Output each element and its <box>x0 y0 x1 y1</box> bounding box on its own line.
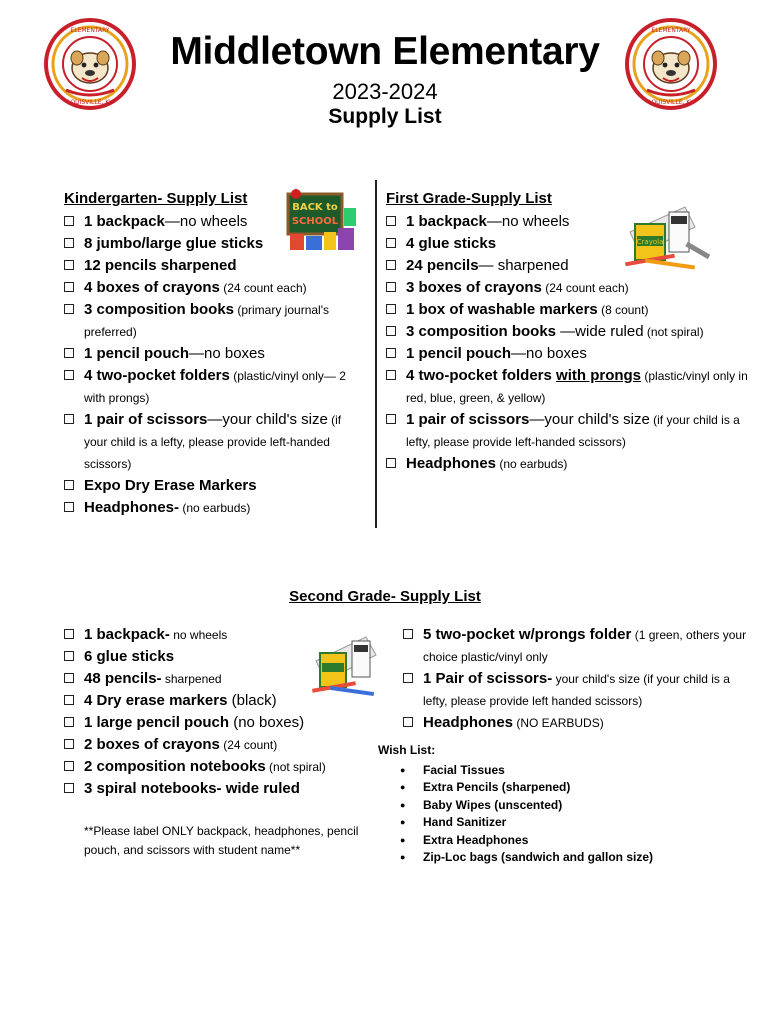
item-name: 2 boxes of crayons <box>84 736 220 753</box>
wish-list-item: ● Hand Sanitizer <box>378 814 738 832</box>
item-note: your child's size (if your child is a lefty, please provide left handed scissors) <box>423 672 730 708</box>
checkbox[interactable] <box>403 629 413 639</box>
item-name: 1 backpack <box>406 213 487 230</box>
item-note: (primary journal's preferred) <box>84 303 329 339</box>
item-note: (not spiral) <box>265 760 326 774</box>
item-name: 8 jumbo/large glue sticks <box>84 235 264 252</box>
checkbox[interactable] <box>386 304 396 314</box>
crayons-clipart-second <box>312 633 390 697</box>
supply-item <box>64 299 364 343</box>
supply-item <box>64 475 364 497</box>
checkbox[interactable] <box>386 238 396 248</box>
item-name: 2 composition notebooks <box>84 758 266 775</box>
supply-item <box>386 453 756 475</box>
checkbox[interactable] <box>64 216 74 226</box>
item-detail: —no wheels <box>164 213 248 230</box>
item-detail: — sharpened <box>478 257 569 274</box>
wish-list-item: ● Facial Tissues <box>378 762 738 780</box>
second-grade-list-right <box>403 624 753 734</box>
item-name: 1 pair of scissors <box>406 411 530 428</box>
item-note: (24 count each) <box>541 281 629 295</box>
svg-text:ELEMENTARY: ELEMENTARY <box>70 27 110 34</box>
first-grade-heading: First Grade-Supply List <box>386 190 552 207</box>
item-name: 3 boxes of crayons <box>406 279 542 296</box>
item-detail: —wide ruled <box>556 323 644 340</box>
checkbox[interactable] <box>64 238 74 248</box>
supply-item <box>64 756 364 778</box>
item-note: (if your child is a lefty, please provide left-handed scissors) <box>406 413 740 449</box>
checkbox[interactable] <box>386 370 396 380</box>
supply-item <box>386 365 756 409</box>
checkbox[interactable] <box>64 480 74 490</box>
item-note: (not spiral) <box>643 325 704 339</box>
item-note: (24 count each) <box>219 281 307 295</box>
item-name: Headphones <box>406 455 497 472</box>
item-name: 1 large pencil pouch <box>84 714 230 731</box>
checkbox[interactable] <box>64 348 74 358</box>
wish-list-items <box>378 762 738 867</box>
item-note: (plastic/vinyl only in red, blue, green, & yellow) <box>406 369 748 405</box>
item-name: 1 pencil pouch <box>84 345 190 362</box>
item-note: (24 count) <box>219 738 278 752</box>
item-name: 12 pencils sharpened <box>84 257 237 274</box>
item-detail: —no boxes <box>511 345 587 362</box>
item-note: sharpened <box>161 672 222 686</box>
supply-item <box>64 409 364 475</box>
item-note: (no earbuds) <box>496 457 568 471</box>
checkbox[interactable] <box>403 717 413 727</box>
checkbox[interactable] <box>64 739 74 749</box>
item-name: Headphones <box>423 714 514 731</box>
supply-item <box>403 712 753 734</box>
supply-item <box>64 734 364 756</box>
item-name: 3 composition books <box>84 301 235 318</box>
wish-list-item: ● Baby Wipes (unscented) <box>378 797 738 815</box>
checkbox[interactable] <box>64 629 74 639</box>
item-name: 4 Dry erase markers <box>84 692 228 709</box>
checkbox[interactable] <box>64 717 74 727</box>
supply-item <box>64 277 364 299</box>
svg-text:Crayola: Crayola <box>636 238 664 246</box>
second-grade-heading: Second Grade- Supply List <box>289 588 481 605</box>
supply-item <box>386 343 756 365</box>
item-name: 1 pencil pouch <box>406 345 512 362</box>
wish-list-item: ● Zip-Loc bags (sandwich and gallon size) <box>378 849 738 867</box>
item-name: 1 Pair of scissors- <box>423 670 553 687</box>
supply-item <box>403 668 753 712</box>
checkbox[interactable] <box>64 260 74 270</box>
item-name: 1 backpack <box>84 213 165 230</box>
item-name: 4 glue sticks <box>406 235 497 252</box>
supply-item <box>386 321 756 343</box>
svg-text:SCHOOL: SCHOOL <box>291 216 339 227</box>
item-note: no wheels <box>169 628 228 642</box>
checkbox[interactable] <box>64 502 74 512</box>
item-name: 48 pencils- <box>84 670 162 687</box>
supply-item <box>64 712 364 734</box>
item-name: 3 spiral notebooks- wide ruled <box>84 780 300 797</box>
item-name: 24 pencils <box>406 257 479 274</box>
label-note: **Please label ONLY backpack, headphones, pencil pouch, and scissors with student name** <box>84 824 359 857</box>
item-detail: —no wheels <box>486 213 570 230</box>
page-subtitle: Supply List <box>328 105 442 128</box>
checkbox[interactable] <box>386 458 396 468</box>
checkbox[interactable] <box>386 260 396 270</box>
svg-text:LOUISVILLE, KY: LOUISVILLE, KY <box>648 99 694 106</box>
checkbox[interactable] <box>386 216 396 226</box>
item-name: 1 box of washable markers <box>406 301 598 318</box>
item-name: 4 two-pocket folders <box>84 367 230 384</box>
supply-item <box>386 299 756 321</box>
checkbox[interactable] <box>64 414 74 424</box>
item-detail: (black) <box>227 692 277 709</box>
kindergarten-heading: Kindergarten- Supply List <box>64 190 248 207</box>
checkbox[interactable] <box>386 326 396 336</box>
item-note: (plastic/vinyl only— 2 with prongs) <box>84 369 346 405</box>
school-year: 2023-2024 <box>332 79 438 104</box>
supply-item <box>64 343 364 365</box>
wish-list-title: Wish List: <box>378 743 436 757</box>
svg-text:ELEMENTARY: ELEMENTARY <box>651 27 691 34</box>
supply-item <box>64 365 364 409</box>
item-name: 5 two-pocket w/prongs folder <box>423 626 632 643</box>
supply-item <box>64 255 364 277</box>
supply-item <box>403 624 753 668</box>
page-title: Middletown Elementary <box>170 30 600 73</box>
supply-item <box>386 409 756 453</box>
svg-text:LOUISVILLE, KY: LOUISVILLE, KY <box>67 99 113 106</box>
item-detail: —no boxes <box>189 345 265 362</box>
supply-item <box>64 778 364 800</box>
item-name: 4 boxes of crayons <box>84 279 220 296</box>
wish-list <box>378 742 738 867</box>
item-emphasis: with prongs <box>556 367 642 384</box>
wish-list-item: ● Extra Pencils (sharpened) <box>378 779 738 797</box>
item-note: (no earbuds) <box>179 501 251 515</box>
item-name: 3 composition books <box>406 323 557 340</box>
checkbox[interactable] <box>64 783 74 793</box>
checkbox[interactable] <box>64 651 74 661</box>
wish-list-item: ● Extra Headphones <box>378 832 738 850</box>
checkbox[interactable] <box>64 695 74 705</box>
item-note: (NO EARBUDS) <box>513 716 604 730</box>
item-name: Expo Dry Erase Markers <box>84 477 257 494</box>
item-name: 1 pair of scissors <box>84 411 208 428</box>
svg-text:BACK to: BACK to <box>292 202 338 213</box>
crayons-clipart <box>625 202 715 270</box>
checkbox[interactable] <box>386 414 396 424</box>
item-note: (8 count) <box>597 303 649 317</box>
item-detail: —your child's size <box>207 411 328 428</box>
checkbox[interactable] <box>403 673 413 683</box>
checkbox[interactable] <box>386 282 396 292</box>
supply-item <box>386 277 756 299</box>
checkbox[interactable] <box>64 282 74 292</box>
item-name: 4 two-pocket folders <box>406 367 557 384</box>
checkbox[interactable] <box>64 370 74 380</box>
checkbox[interactable] <box>64 304 74 314</box>
supply-item <box>64 497 364 519</box>
item-detail: (no boxes) <box>229 714 305 731</box>
checkbox[interactable] <box>386 348 396 358</box>
checkbox[interactable] <box>64 673 74 683</box>
item-note: (1 green, others your choice plastic/vinyl only <box>423 628 747 664</box>
back-to-school-clipart <box>286 188 358 252</box>
item-note: (if your child is a lefty, please provide left-handed scissors) <box>84 413 342 471</box>
column-divider <box>375 180 377 528</box>
item-detail: —your child's size <box>529 411 650 428</box>
item-name: Headphones- <box>84 499 180 516</box>
item-name: 6 glue sticks <box>84 648 175 665</box>
item-name: 1 backpack- <box>84 626 170 643</box>
checkbox[interactable] <box>64 761 74 771</box>
